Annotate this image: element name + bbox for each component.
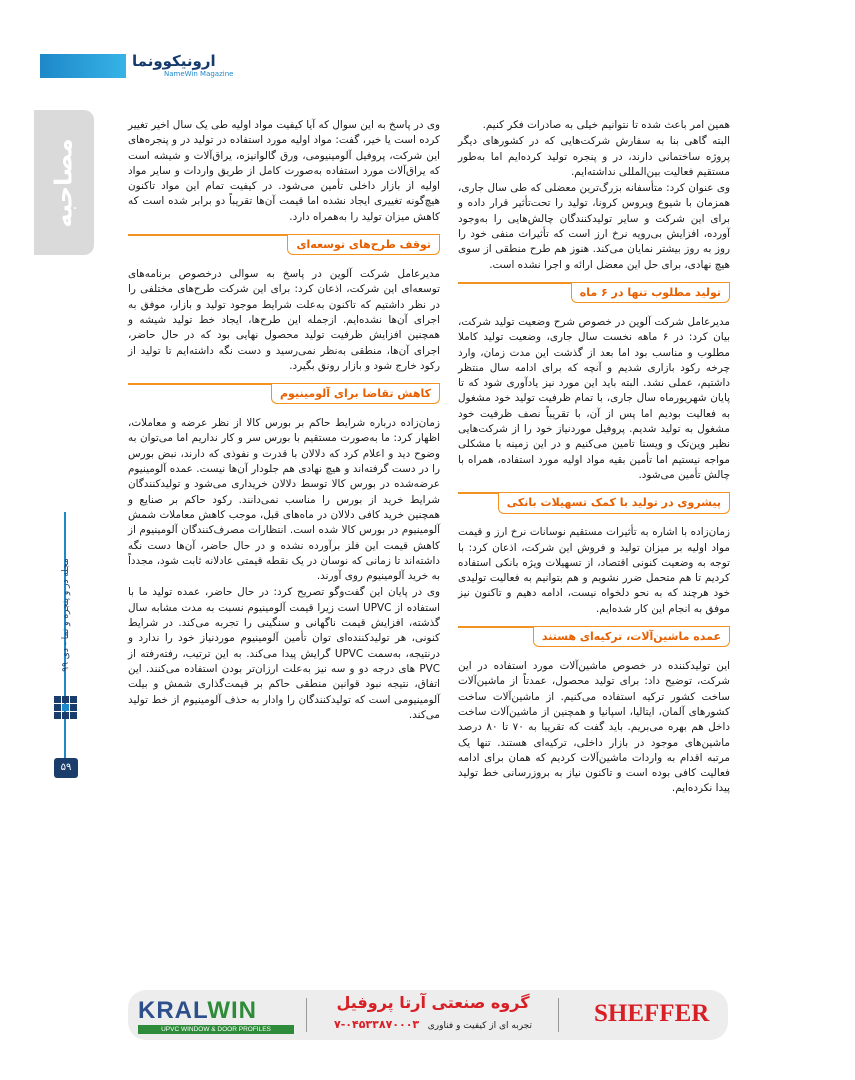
- paragraph: زمان‌زاده درباره شرایط حاکم بر بورس کالا از نظر عرضه و معاملات، اظهار کرد: ما به‌صورت مستقیم با بورس سر و کار نداریم اما می‌توان به وضوح دید و اعلام کرد که دلالان با قدرت و نفوذی که دارند، نبض بورس را در دست گرفته‌اند و هیچ نهادی هم جلودار آن‌ها نیست. عمده آلومینیوم عرضه‌شده در بورس کالا توسط دلالان خریداری می‌شود و تولیدکنندگان شرایط خرید از بورس را مناسب نمی‌دانند. رکود حاکم بر صنایع و همچنین خرید کافی دلالان در ماه‌های قبل، موجب کاهش معاملات شمش آلومینیوم در بورس کالا شده است. انتظارات مصرف‌کنندگان آلومینیوم از کاهش قیمت این فلز برآورده نشده و در حال حاضر، آن‌ها دست نگه داشته‌اند تا زمانی که نوسان در یک نقطه قیمتی عادلانه ثابت شود، مجدداً به خرید آلومینیوم روی آورند.: [128, 417, 440, 583]
- paragraph: زمان‌زاده با اشاره به تأثیرات مستقیم نوسانات نرخ ارز و قیمت مواد اولیه بر میزان تولید و فروش این شرکت، اذعان کرد: با توجه به وضعیت کنونی اقتصاد، از تسهیلات ویژه بانکی استفاده کردیم تا هم متحمل ضرر نشویم و هم بتوانیم به فعالیت تولیدی خود هرچند که به نحو دلخواه نیست، ادامه دهیم و تاکنون نیز موفق به انجام این کار شده‌ایم.: [458, 526, 730, 615]
- paragraph: این تولیدکننده در خصوص ماشین‌آلات مورد استفاده در این شرکت، توضیح داد: برای تولید محصول، عمدتاً از ماشین‌آلات ساخت کشور ترکیه استفاده می‌کنیم. از ماشین‌آلات ساخت کشورهای آلمان، ایتالیا، اسپانیا و همچنین از ماشین‌آلات ساخت داخل هم بهره می‌بریم. باید گفت که تقریبا به ۷۰ تا ۸۰ درصد ماشین‌های موجود در بازار داخلی، ترکیه‌ای هستند. تنها یک مرتبه اقدام به واردات ماشین‌آلات کردیم که همان برای ادامه فعالیت کافی بوده است و تاکنون نیاز به بروزرسانی خط تولید پیدا نکرده‌ایم.: [458, 660, 730, 795]
- section-label: مصاحبه: [50, 137, 79, 228]
- logo-tagline: NameWin Magazine: [164, 70, 234, 78]
- paragraph: وی در پایان این گفت‌وگو تصریح کرد: در حال حاضر، عمده تولید ما با استفاده از UPVC است زیرا قیمت آلومینیوم نسبت به مدت مشابه سال گذشته، افزایش قیمت ناگهانی و سنگینی را تجربه می‌کند. در شرایط کنونی، هر تولیدکننده‌ای توان تأمین آلومینیوم موردنیاز خود را ندارد و درنتیجه، به‌سمت UPVC گرایش پیدا می‌کند. به این ترتیب، رفته‌رفته از PVC های درجه دو و سه نیز به‌علت ارزان‌تر بودن استفاده می‌کنند. این اتفاق، نتیجه نبود قوانین منطقی حاکم بر قیمت‌گذاری شمش و بیلت آلومینیومی است که تولیدکنندگان را وادار به حذف آلومینیوم از خط تولید می‌کند.: [128, 586, 440, 721]
- footer-advertisement[interactable]: [128, 990, 728, 1040]
- grid-icon: [54, 696, 78, 724]
- ad-divider: [558, 998, 559, 1032]
- magazine-logo: [40, 52, 234, 82]
- issue-label: مجله در و پنجره و نما - دی ۹۹: [61, 558, 72, 672]
- section-band: [34, 110, 94, 255]
- company-phone: ۰۴۵۳۳۸۷۰۰۰۳-۷: [333, 1018, 420, 1031]
- section-heading-label: تولید مطلوب تنها در ۶ ماه: [571, 283, 730, 303]
- company-name: گروه صنعتی آرتا پروفیل: [336, 993, 530, 1012]
- company-slogan: تجربه ای از کیفیت و فناوری: [427, 1021, 532, 1031]
- issue-label-box: [54, 540, 78, 690]
- kralwin-subtitle: UPVC WINDOW & DOOR PROFILES: [138, 1025, 294, 1034]
- paragraph: مدیرعامل شرکت آلوین در پاسخ به سوالی درخصوص برنامه‌های توسعه‌ای این شرکت، اذعان کرد: برای این شرکت طرح‌های مختلفی را در نظر داشتیم که تاکنون به‌علت شرایط موجود تولید و بازار، موفق به اجرای آن‌ها نشده‌ایم. ازجمله این طرح‌ها، ایجاد خط تولید شیشه و همچنین افزایش ظرفیت تولید محصول نهایی بود که در حال حاضر، اجرای آن‌ها، منطقی به‌نظر نمی‌رسید و دست نگه داشته‌ایم تا تولید از رکود خارج شود و بازار رونق بگیرد.: [128, 268, 440, 372]
- logo-name: ارونیکوونما: [132, 52, 216, 70]
- company-contact: [314, 1018, 552, 1031]
- section-heading: [458, 626, 730, 650]
- section-heading: [458, 282, 730, 306]
- paragraph: وی در پاسخ به این سوال که آیا کیفیت مواد اولیه طی یک سال اخیر تغییر کرده است یا خیر، گفت: مواد اولیه مورد استفاده در تولید در و پنجره‌های این شرکت، پروفیل آلومینیومی، ورق گالوانیزه، یراق‌آلات و شیشه است که یراق‌آلات مورد استفاده به‌صورت کامل از طریق واردات و سایر مواد اولیه از بازار داخلی تأمین می‌شود. در کیفیت تمام این مواد تاکنون هیچ‌گونه تغییری ایجاد نشده اما قیمت آن‌ها تقریباً دو برابر شده است که کاهش میزان تولید را به‌همراه دارد.: [128, 119, 440, 223]
- kralwin-logo: [138, 995, 298, 1035]
- section-heading-label: کاهش تقاضا برای آلومینیوم: [271, 384, 440, 404]
- article-column-left: [128, 118, 440, 724]
- kralwin-brand-a: KRAL: [138, 997, 208, 1024]
- page-number: ۵۹: [54, 758, 78, 778]
- logo-bar: [40, 54, 126, 78]
- section-heading-label: عمده ماشین‌آلات، ترکیه‌ای هستند: [533, 627, 730, 647]
- paragraph: البته گاهی بنا به سفارش شرکت‌هایی که در کشورهای دیگر پروژه ساختمانی دارند، در و پنجره تولید کرده‌ایم اما به‌طور مستقیم فعالیت بین‌المللی نداشته‌ایم.: [458, 135, 730, 178]
- section-heading-label: پیشروی در تولید با کمک تسهیلات بانکی: [498, 493, 730, 513]
- ad-divider: [306, 998, 307, 1032]
- paragraph: وی عنوان کرد: متأسفانه بزرگ‌ترین معضلی که طی سال جاری، همزمان با شیوع ویروس کرونا، تولید را تحت‌تأثیر قرار داده و برای این شرکت و سایر تولیدکنندگان چالش‌هایی را به‌وجود آورده، افزایش بی‌رویه نرخ ارز است که تأثیرات منفی خود را روز به روز بیشتر نمایان می‌کند. هنوز هم طرح منطقی از سوی هیچ نهادی، برای حل این معضل ارائه و اجرا نشده است.: [458, 182, 730, 271]
- sheffer-logo: SHEFFER: [594, 1000, 710, 1027]
- section-heading-label: توقف طرح‌های توسعه‌ای: [287, 235, 440, 255]
- paragraph: مدیرعامل شرکت آلوین در خصوص شرح وضعیت تولید شرکت، بیان کرد: در ۶ ماهه نخست سال جاری، وضعیت تولید کاملا مطلوب و مناسب بود اما بعد از گذشت این مدت زمان، وارد چرخه رکود بازاری شدیم و آنچه که برای ادامه سال منتظر داشتیم، عملی نشد. البته باید این مورد نیز یادآوری شود که تا پایان شهریورماه سال جاری، با تمام ظرفیت تولید خود مشغول به فعالیت بودیم اما پس از آن، با تقریباً نصف ظرفیت خود مشغول به تولید شدیم. پروفیل موردنیاز خود را از شرکت‌هایی نظیر وین‌تک و ویستا تامین می‌کنیم و در این زمینه با مشکلی مواجه نیستیم اما تأمین بقیه مواد اولیه مورد استفاده، همراه با چالش تأمین می‌شود.: [458, 315, 731, 481]
- section-heading: [458, 492, 730, 516]
- paragraph: همین امر باعث شده تا نتوانیم خیلی به صادرات فکر کنیم.: [482, 119, 730, 131]
- section-heading: [128, 383, 440, 407]
- section-heading: [128, 234, 440, 258]
- kralwin-brand-b: WIN: [207, 997, 257, 1024]
- article-column-right: [458, 118, 730, 798]
